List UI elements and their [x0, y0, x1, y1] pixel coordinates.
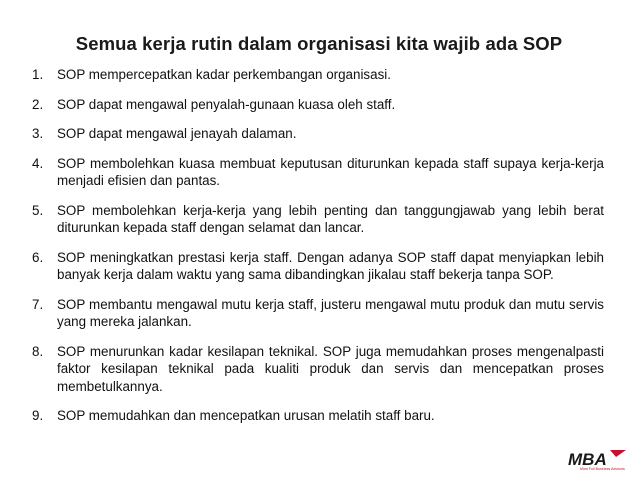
item-number: 6. — [32, 249, 44, 265]
list-item — [32, 407, 604, 425]
item-text: SOP dapat mengawal penyalah-gunaan kuasa oleh staff. — [57, 96, 396, 112]
slide-title: Semua kerja rutin dalam organisasi kita wajib ada SOP — [75, 33, 563, 54]
list-item — [32, 66, 604, 84]
list-item — [32, 96, 604, 114]
item-number: 8. — [32, 343, 44, 359]
item-text: SOP membolehkan kuasa membuat keputusan diturunkan kepada staff supaya kerja-kerja menjadi efisien dan pantas. — [57, 155, 604, 188]
item-number: 9. — [32, 408, 44, 423]
list-item — [32, 249, 604, 284]
item-number: 7. — [32, 296, 44, 312]
item-text: SOP membantu mengawal mutu kerja staff, justeru mengawal mutu produk dan mutu servis yang mereka jalankan. — [57, 296, 604, 329]
list-item — [32, 125, 604, 143]
list-item — [32, 296, 604, 331]
item-number: 3. — [32, 126, 44, 141]
item-text: SOP mempercepatkan kadar perkembangan organisasi. — [57, 67, 391, 82]
item-text: SOP menurunkan kadar kesilapan teknikal. SOP juga memudahkan proses mengenalpasti faktor kesilapan teknikal pada kualiti produk dan servis dan mencepatkan proses membetulkannya. — [57, 343, 604, 394]
logo-subtext: Mind Full Business Advisors — [580, 467, 625, 471]
item-text: SOP dapat mengawal jenayah dalaman. — [57, 126, 297, 141]
list-item — [32, 202, 604, 237]
logo-accent-swoosh — [610, 450, 626, 457]
mba-logo — [566, 449, 632, 471]
item-text: SOP memudahkan dan mencepatkan urusan melatih staff baru. — [57, 408, 435, 423]
list-item — [32, 343, 604, 396]
item-number: 2. — [32, 96, 44, 112]
mba-logo-icon — [566, 449, 632, 471]
item-number: 5. — [32, 202, 44, 218]
item-text: SOP meningkatkan prestasi kerja staff. Dengan adanya SOP staff dapat menyiapkan lebih banyak kerja dalam waktu yang sama dibandingkan jikalau staff bekerja tanpa SOP. — [57, 249, 604, 282]
item-text: SOP membolehkan kerja-kerja yang lebih penting dan tanggungjawab yang lebih berat diturunkan kepada staff dengan selamat dan lancar. — [57, 202, 604, 235]
item-number: 4. — [32, 155, 44, 171]
logo-text: MBA — [568, 450, 607, 469]
item-number: 1. — [32, 67, 44, 82]
sop-benefits-list — [32, 66, 604, 437]
list-item — [32, 155, 604, 190]
